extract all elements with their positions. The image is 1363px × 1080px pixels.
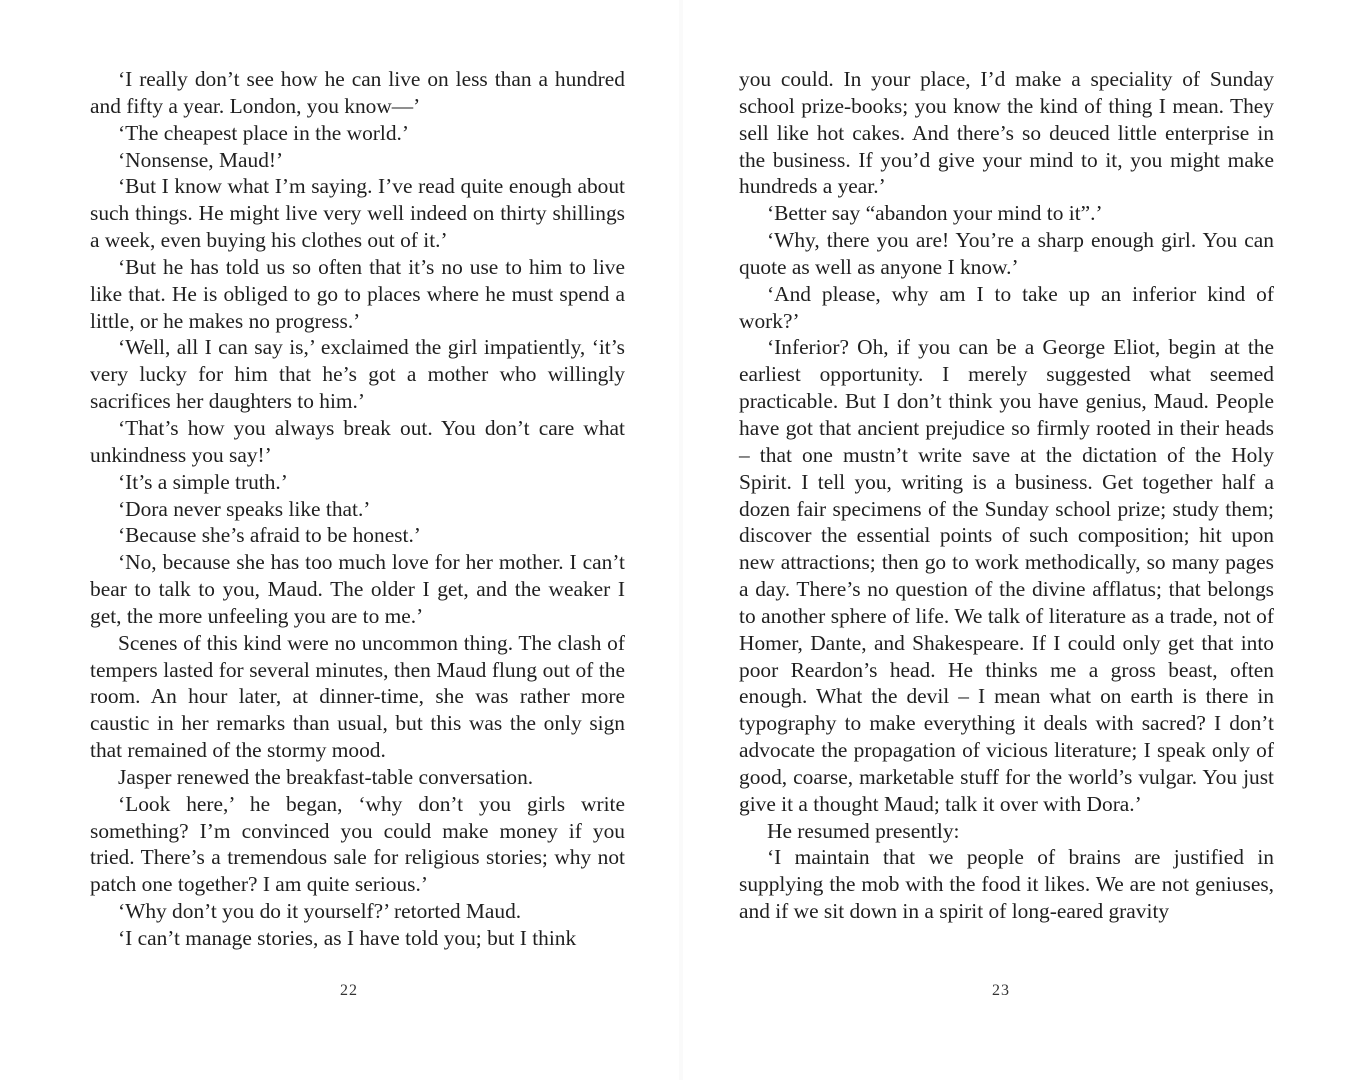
- paragraph: ‘And please, why am I to take up an inferior kind of work?’: [739, 281, 1274, 333]
- paragraph: ‘Why don’t you do it yourself?’ retorted Maud.: [118, 899, 522, 924]
- paragraph: ‘I can’t manage stories, as I have told you; but I think: [118, 926, 577, 950]
- paragraph: He resumed presently:: [767, 818, 960, 843]
- paragraph: ‘It’s a simple truth.’: [118, 469, 288, 494]
- page-number: 23: [992, 982, 1010, 999]
- paragraph: ‘Better say “abandon your mind to it”.’: [767, 201, 1103, 226]
- paragraph: ‘The cheapest place in the world.’: [118, 120, 410, 145]
- paragraph: ‘Look here,’ he began, ‘why don’t you girls write something? I’m convinced you could make money if you tried. There’s a tremendous sale for religious stories; why not patch one together? I am quite serious.’: [90, 791, 625, 897]
- paragraph: ‘I maintain that we people of brains are justified in supplying the mob with the food it likes. We are not geniuses, and if we sit down in a spirit of long-eared gravity: [739, 845, 1274, 924]
- paragraph: ‘Why, there you are! You’re a sharp enough girl. You can quote as well as anyone I know.’: [739, 228, 1274, 279]
- page-number: 22: [340, 982, 358, 999]
- paragraph: ‘Because she’s afraid to be honest.’: [118, 523, 421, 548]
- paragraph: ‘But he has told us so often that it’s no use to him to live like that. He is obliged to go to places where he must spend a little, or he makes no progress.’: [90, 254, 625, 333]
- paragraph: ‘Well, all I can say is,’ exclaimed the girl impatiently, ‘it’s very lucky for him that he’s got a mother who willingly sacrifices her daughters to him.’: [90, 335, 625, 414]
- paragraph: ‘But I know what I’m saying. I’ve read quite enough about such things. He might live very well indeed on thirty shillings a week, even buying his clothes out of it.’: [90, 174, 625, 253]
- right-page: [683, 0, 1363, 1080]
- paragraph: ‘Nonsense, Maud!’: [118, 147, 284, 172]
- paragraph: ‘No, because she has too much love for her mother. I can’t bear to talk to you, Maud. The older I get, and the weaker I get, the more unfeeling you are to me.’: [90, 550, 625, 628]
- continued-paragraph: you could. In your place, I’d make a speciality of Sunday school prize-books; you know the kind of thing I mean. They sell like hot cakes. And there’s so deuced little enterprise in the business. If you’d give your mind to it, you might make hundreds a year.’: [739, 67, 1274, 199]
- paragraph: Jasper renewed the breakfast-table conversation.: [118, 764, 534, 789]
- paragraph: ‘I really don’t see how he can live on less than a hundred and fifty a year. London, you know—’: [90, 67, 625, 118]
- left-page: [0, 0, 680, 1080]
- right-page-text: [739, 66, 1274, 925]
- paragraph: ‘That’s how you always break out. You don’t care what unkindness you say!’: [90, 415, 625, 467]
- paragraph: ‘Inferior? Oh, if you can be a George Eliot, begin at the earliest opportunity. I merely suggested what seemed practicable. But I don’t think you have genius, Maud. People have got that ancient prejudice so firmly rooted in their heads – that one mustn’t write save at the dictation of the Holy Spirit. I tell you, writing is a business. Get together half a dozen fair specimens of the Sunday school prize; study them; discover the essential points of such composition; hit upon new attractions; then go to work methodically, so many pages a day. There’s no question of the divine afflatus; that belongs to another sphere of life. We talk of literature as a trade, not of Homer, Dante, and Shakespeare. If I could only get that into poor Reardon’s head. He thinks me a gross beast, often enough. What the devil – I mean what on earth is there in typography to make everything it deals with sacred? I don’t advocate the propagation of vicious literature; I speak only of good, coarse, marketable stuff for the world’s vulgar. You just give it a thought Maud; talk it over with Dora.’: [739, 335, 1274, 816]
- left-page-text: [90, 66, 625, 952]
- paragraph: ‘Dora never speaks like that.’: [118, 496, 371, 521]
- paragraph: Scenes of this kind were no uncommon thing. The clash of tempers lasted for several minutes, then Maud flung out of the room. An hour later, at dinner-time, she was rather more caustic in her remarks than usual, but this was the only sign that remained of the stormy mood.: [90, 630, 625, 763]
